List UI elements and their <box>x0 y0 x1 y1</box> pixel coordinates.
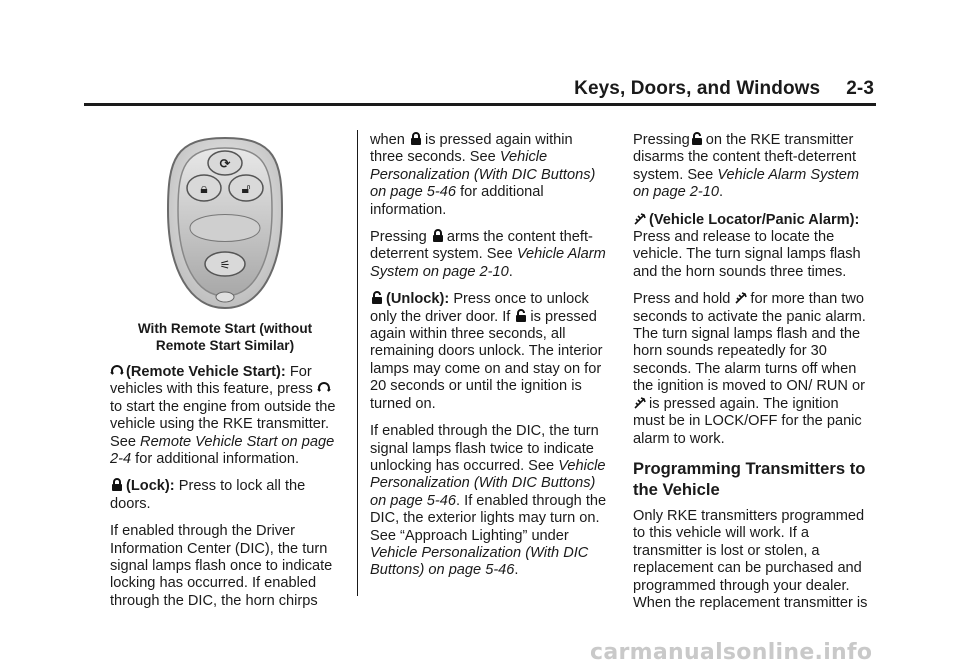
lock-icon <box>431 229 445 243</box>
pressing-text-2: arms the content theft-deterrent system. See <box>370 229 593 263</box>
unlock-text: Press once to unlock only the driver door. If <box>370 291 589 325</box>
dic-unlock-text: If enabled through the DIC, the turn signal lamps flash twice to indicate unlocking has occurred. See <box>370 423 599 474</box>
disarm-text-2: on the RKE transmitter disarms the content theft-deterrent system. See <box>633 132 857 183</box>
remote-start-text: For vehicles with this feature, press <box>110 364 313 398</box>
svg-text:⟳: ⟳ <box>219 157 231 172</box>
disarm-text-3: . <box>719 184 724 201</box>
remote-start-icon <box>317 381 331 395</box>
page-header <box>0 78 874 100</box>
column-1 <box>110 130 340 610</box>
dic-paragraph: If enabled through the Driver Information Center (DIC), the turn signal lamps flash once to indicate locking has occurred. If enabled through the DIC, the horn chirps <box>110 523 333 609</box>
remote-start-reference: Remote Vehicle Start on page 2-4 <box>110 433 335 468</box>
svg-text:🔓︎: 🔓︎ <box>241 181 251 197</box>
header-rule <box>84 103 876 106</box>
remote-start-paragraph <box>110 364 340 468</box>
unlock-icon <box>514 309 528 323</box>
lock-text: Press to lock all the doors. <box>110 478 306 512</box>
locator-paragraph <box>633 212 869 282</box>
svg-text:🔒︎: 🔒︎ <box>200 181 208 197</box>
locator-text: Press and release to locate the vehicle. The turn signal lamps flash and the horn sounds three times. <box>633 229 861 280</box>
unlock-icon <box>690 132 704 146</box>
remote-start-icon <box>110 364 124 378</box>
when-paragraph <box>370 132 608 219</box>
column-divider <box>357 130 358 596</box>
press-hold-text: Press and hold <box>633 291 731 308</box>
vehicle-locator-icon <box>734 291 748 305</box>
figure-caption <box>110 320 340 354</box>
caption-line-2: Remote Start Similar) <box>155 338 295 353</box>
locator-label: (Vehicle Locator/Panic Alarm): <box>649 211 860 228</box>
column-2 <box>370 132 608 580</box>
when-text-2: is pressed again within three seconds. See <box>370 132 573 166</box>
alarm-reference: Vehicle Alarm System on page 2-10 <box>633 166 860 201</box>
unlock-label: (Unlock): <box>386 291 450 308</box>
unlock-text-2: is pressed again within three seconds, all remaining doors unlock. The interior lamps may come on and stay on for 20 seconds or until the ignition is turned on. <box>370 308 603 412</box>
page-number: 2-3 <box>846 78 874 99</box>
disarm-text: Pressing <box>633 132 690 148</box>
lock-paragraph <box>110 478 340 513</box>
unlock-icon <box>370 291 384 305</box>
vehicle-personalization-reference: Vehicle Personalization (With DIC Buttons) on page 5-46 <box>370 544 589 579</box>
lock-icon <box>409 132 423 146</box>
section-heading: Programming Transmitters to the Vehicle <box>633 458 866 499</box>
dic-unlock-text-3: . <box>514 562 519 579</box>
key-fob-image <box>110 130 340 310</box>
pressing-text: Pressing <box>370 229 427 246</box>
press-hold-text-2: for more than two seconds to activate the panic alarm. The turn signal lamps flash and the horn sounds repeatedly for 30 seconds. The alarm turns off when the ignition is moved to ON/ RUN or <box>633 291 866 395</box>
section-title: Keys, Doors, and Windows <box>574 78 821 99</box>
unlock-paragraph <box>370 291 608 413</box>
press-hold-paragraph <box>633 291 869 448</box>
remote-start-text-2: to start the engine from outside the vehicle using the RKE transmitter. See <box>110 398 336 450</box>
lock-icon <box>110 478 124 492</box>
when-text-3: for additional information. <box>370 184 544 218</box>
pressing-paragraph <box>370 229 608 281</box>
pressing-text-3: . <box>508 263 513 280</box>
caption-line-1: With Remote Start (without <box>137 321 313 336</box>
watermark: carmanualsonline.info <box>590 640 873 665</box>
remote-start-text-3: for additional information. <box>135 451 300 468</box>
when-text: when <box>370 132 405 148</box>
vehicle-personalization-reference: Vehicle Personalization (With DIC Buttons) on page 5-46 <box>370 149 596 201</box>
press-hold-text-3: is pressed again. The ignition must be in LOCK/OFF for the panic alarm to work. <box>633 395 862 447</box>
dic-unlock-text-2: . If enabled through the DIC, the exterior lights may turn on. See “Approach Lighting” under <box>370 492 607 544</box>
lock-label: (Lock): <box>126 478 175 495</box>
vehicle-locator-icon <box>633 212 647 226</box>
remote-start-label: (Remote Vehicle Start): <box>126 364 286 380</box>
column-3 <box>633 132 869 612</box>
programming-paragraph: Only RKE transmitters programmed to this vehicle will work. If a transmitter is lost or stolen, a replacement can be purchased and programmed through your dealer. When the replacement transmitter is <box>633 507 868 611</box>
dic-unlock-paragraph <box>370 423 608 580</box>
svg-text:⚟: ⚟ <box>219 258 231 272</box>
vehicle-locator-icon <box>633 396 647 410</box>
disarm-paragraph <box>633 132 869 202</box>
alarm-reference: Vehicle Alarm System on page 2-10 <box>370 246 606 280</box>
vehicle-personalization-reference: Vehicle Personalization (With DIC Buttons) on page 5-46 <box>370 457 606 509</box>
